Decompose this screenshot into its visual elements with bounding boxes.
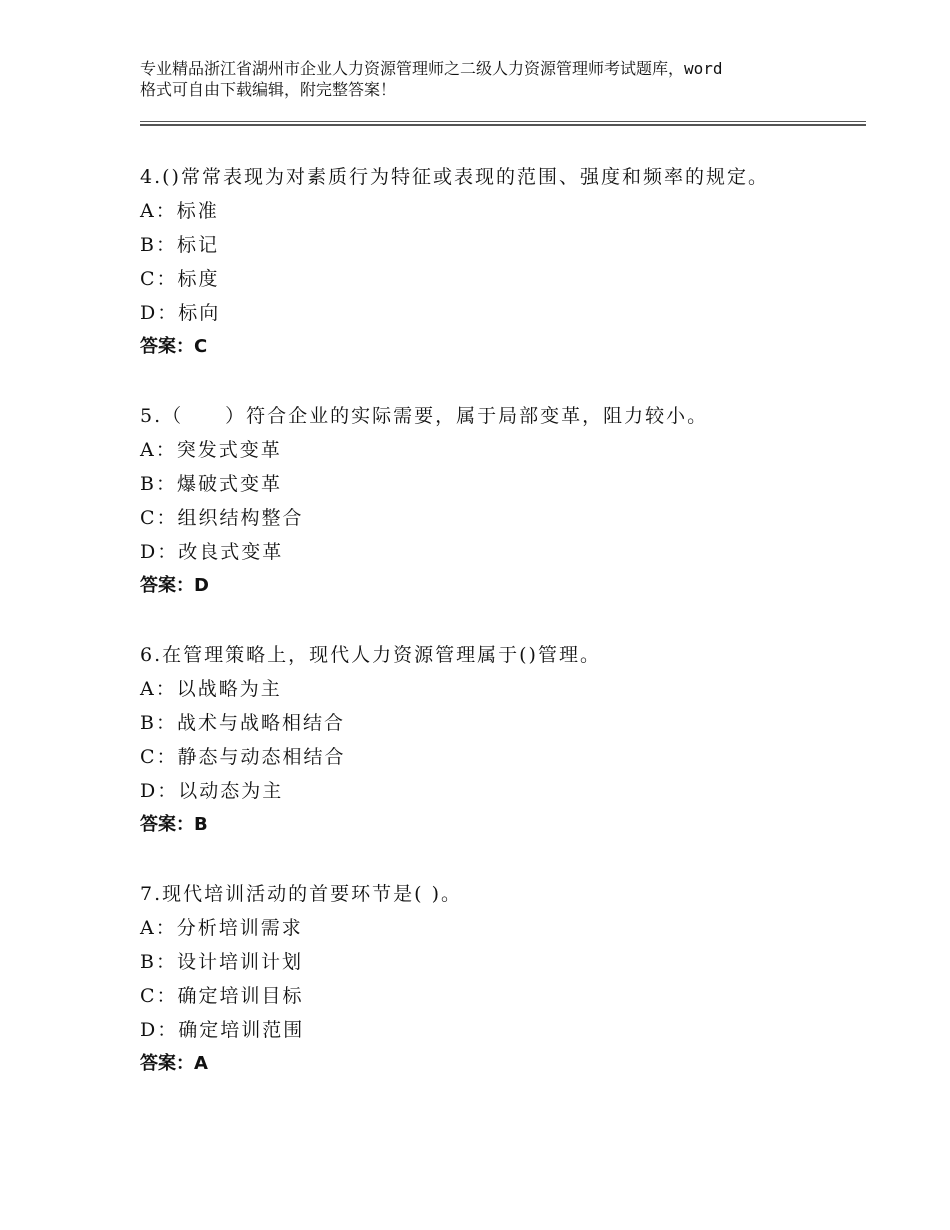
option-a: A：分析培训需求 — [140, 917, 303, 939]
answer-label: 答案：C — [140, 336, 208, 357]
question-4 — [140, 160, 880, 364]
question-stem: 5.（ ）符合企业的实际需要，属于局部变革，阻力较小。 — [140, 405, 709, 427]
answer-label: 答案：D — [140, 575, 209, 596]
header-title-line-2: 格式可自由下载编辑，附完整答案！ — [140, 80, 397, 99]
option-b: B：标记 — [140, 234, 219, 256]
answer-label: 答案：A — [140, 1053, 208, 1074]
option-c: C：静态与动态相结合 — [140, 746, 346, 768]
header-title-line-1: 专业精品浙江省湖州市企业人力资源管理师之二级人力资源管理师考试题库，word — [140, 59, 723, 78]
option-d: D：标向 — [140, 302, 221, 324]
option-a: A：突发式变革 — [140, 439, 282, 461]
option-c: C：组织结构整合 — [140, 507, 304, 529]
header-divider — [140, 121, 866, 127]
question-stem: 4.()常常表现为对素质行为特征或表现的范围、强度和频率的规定。 — [140, 166, 769, 188]
question-6 — [140, 638, 880, 842]
document-header — [140, 58, 840, 100]
question-5 — [140, 399, 880, 603]
question-stem: 7.现代培训活动的首要环节是( )。 — [140, 883, 462, 905]
answer-label: 答案：B — [140, 814, 208, 835]
option-d: D：确定培训范围 — [140, 1019, 305, 1041]
question-7 — [140, 877, 880, 1081]
option-a: A：以战略为主 — [140, 678, 282, 700]
option-a: A：标准 — [140, 200, 219, 222]
option-c: C：标度 — [140, 268, 220, 290]
option-c: C：确定培训目标 — [140, 985, 304, 1007]
option-d: D：以动态为主 — [140, 780, 284, 802]
option-b: B：设计培训计划 — [140, 951, 303, 973]
option-d: D：改良式变革 — [140, 541, 284, 563]
option-b: B：爆破式变革 — [140, 473, 282, 495]
question-stem: 6.在管理策略上，现代人力资源管理属于()管理。 — [140, 644, 601, 666]
option-b: B：战术与战略相结合 — [140, 712, 345, 734]
